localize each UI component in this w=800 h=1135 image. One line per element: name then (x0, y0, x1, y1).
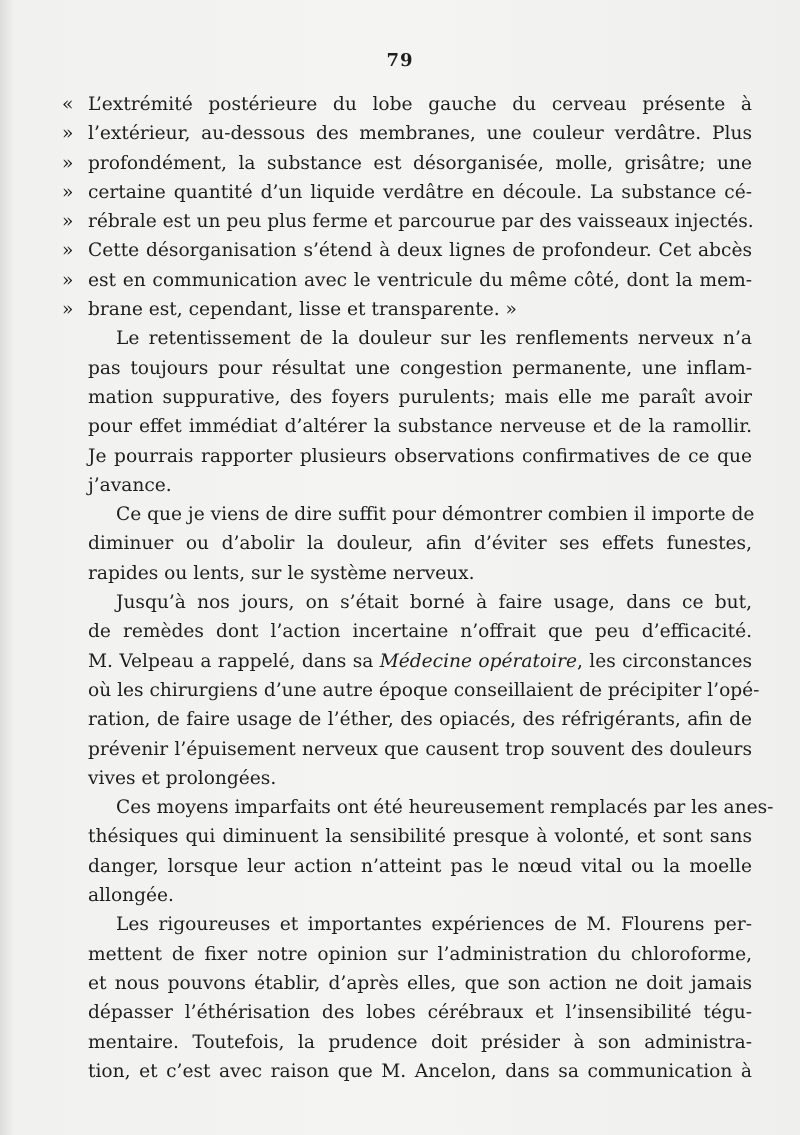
text-line (88, 881, 752, 910)
text-line (62, 207, 754, 236)
line-text: profondément, la substance est désorganisée, molle, grisâtre; une (88, 152, 752, 174)
quote-mark: « (62, 94, 74, 115)
text-line (62, 90, 752, 119)
body-text (62, 90, 774, 1086)
text-line (88, 1028, 752, 1057)
quote-mark: » (62, 152, 74, 174)
line-text: mentaire. Toutefois, la prudence doit présider à son administra- (88, 1031, 752, 1053)
quote-mark: » (62, 181, 74, 203)
line-text: Je pourrais rapporter plusieurs observations confirmatives de ce que (88, 445, 752, 467)
text-line (62, 149, 752, 178)
line-text: Ces moyens imparfaits ont été heureusement remplacés par les anes- (116, 797, 774, 819)
line-text: pour effet immédiat d’altérer la substance nerveuse et de la ramollir. (88, 416, 752, 438)
line-text: brane est, cependant, lisse et transparente. » (88, 299, 517, 321)
text-line (88, 442, 752, 471)
line-text: dépasser l’éthérisation des lobes cérébraux et l’insensibilité tégu- (88, 1002, 752, 1024)
quote-mark: » (62, 269, 74, 291)
text-line (88, 940, 752, 969)
text-line (88, 822, 752, 851)
line-text: rébrale est un peu plus ferme et parcourue par des vaisseaux injectés. (88, 211, 754, 233)
line-text: diminuer ou d’abolir la douleur, afin d’éviter ses effets funestes, (88, 533, 752, 555)
line-text: pas toujours pour résultat une congestion permanente, une inflam- (88, 357, 752, 379)
line-text: Jusqu’à nos jours, on s’était borné à faire usage, dans ce but, (116, 592, 752, 614)
quote-mark: » (62, 299, 74, 321)
text-line (88, 676, 760, 705)
text-line (88, 324, 752, 353)
text-line (88, 559, 752, 588)
line-text: vives et prolongées. (88, 767, 277, 789)
text-line (88, 383, 752, 412)
text-line (88, 852, 752, 881)
line-text: M. Velpeau a rappelé, dans sa (88, 650, 380, 672)
text-line (62, 295, 752, 324)
text-line (88, 588, 752, 617)
line-text: Le retentissement de la douleur sur les renflements nerveux n’a (116, 328, 752, 350)
text-line (88, 705, 752, 734)
line-text: où les chirurgiens d’une autre époque conseillaient de précipiter l’opé- (88, 679, 760, 701)
line-text: mettent de fixer notre opinion sur l’administration du chloroforme, (88, 943, 752, 965)
text-line (88, 354, 752, 383)
line-text: j’avance. (88, 474, 172, 496)
text-line (88, 471, 752, 500)
text-line (62, 119, 752, 148)
text-line (88, 647, 752, 676)
book-title-italic: Médecine opératoire (379, 650, 577, 672)
line-text: thésiques qui diminuent la sensibilité presque à volonté, et sont sans (88, 826, 752, 848)
line-text: certaine quantité d’un liquide verdâtre en découle. La substance cé- (88, 181, 752, 203)
line-text: l’extérieur, au-dessous des membranes, une couleur verdâtre. Plus (88, 123, 752, 145)
text-line (88, 529, 752, 558)
line-text: Ce que je viens de dire suffit pour démontrer combien il importe de (116, 504, 755, 526)
page-number: 79 (386, 50, 414, 71)
line-text: rapides ou lents, sur le système nerveux. (88, 562, 475, 584)
line-text: Cette désorganisation s’étend à deux lignes de profondeur. Cet abcès (88, 240, 752, 262)
text-line (88, 500, 755, 529)
line-text: L’extrémité postérieure du lobe gauche du cerveau présente à (88, 94, 752, 115)
text-line (88, 735, 752, 764)
text-line (62, 178, 752, 207)
line-text: , les circonstances (576, 650, 752, 672)
text-line (88, 1057, 752, 1086)
text-line (88, 998, 752, 1027)
text-line (88, 793, 774, 822)
line-text: de remèdes dont l’action incertaine n’offrait que peu d’efficacité. (88, 621, 752, 643)
text-line (62, 236, 752, 265)
text-line (88, 617, 752, 646)
quote-mark: » (62, 123, 74, 145)
line-text: ration, de faire usage de l’éther, des opiacés, des réfrigérants, afin de (88, 709, 752, 731)
line-text: et nous pouvons établir, d’après elles, que son action ne doit jamais (88, 972, 752, 994)
text-line (88, 910, 752, 939)
quote-mark: » (62, 240, 74, 262)
line-text: allongée. (88, 885, 174, 907)
line-text: mation suppurative, des foyers purulents; mais elle me paraît avoir (88, 386, 752, 408)
text-line (62, 266, 752, 295)
text-line (88, 412, 752, 441)
line-text: est en communication avec le ventricule du même côté, dont la mem- (88, 269, 752, 291)
line-text: Les rigoureuses et importantes expériences de M. Flourens per- (116, 914, 752, 936)
text-line (88, 969, 752, 998)
quote-mark: » (62, 211, 74, 233)
line-text: tion, et c’est avec raison que M. Ancelon, dans sa communication à (88, 1060, 752, 1082)
text-line (88, 764, 752, 793)
line-text: prévenir l’épuisement nerveux que causent trop souvent des douleurs (88, 738, 752, 760)
line-text: danger, lorsque leur action n’atteint pas le nœud vital ou la moelle (88, 855, 752, 877)
